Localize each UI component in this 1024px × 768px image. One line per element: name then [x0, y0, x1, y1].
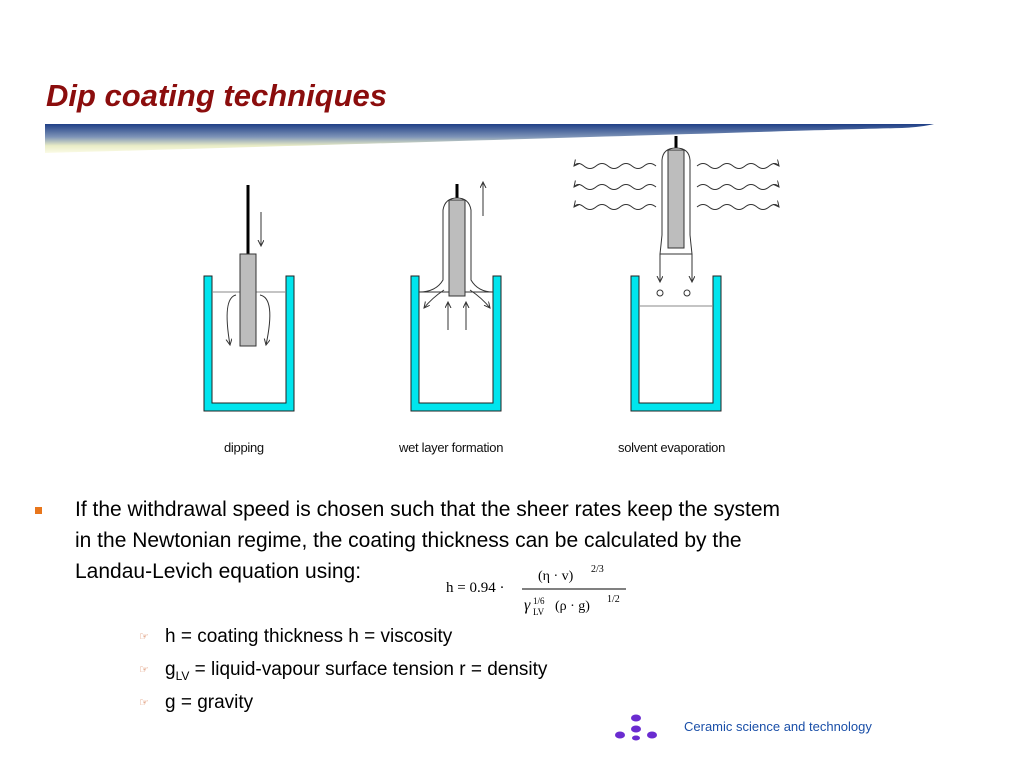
bullet-line: Landau-Levich equation using: [75, 560, 362, 583]
pointing-hand-icon: ☞ [139, 696, 149, 709]
equation-numerator: (η · v) [538, 569, 574, 584]
wet-layer-formation-panel [411, 182, 501, 411]
footer-text: Ceramic science and technology [684, 719, 872, 734]
ceramic-logo-icon [612, 714, 662, 742]
equation-denominator-exponent: 1/2 [607, 594, 620, 605]
substrate [449, 200, 465, 296]
substrate [668, 150, 684, 248]
container [631, 276, 721, 411]
equation-gamma-exponent: 1/6 [533, 596, 545, 606]
bullet-square-icon [35, 507, 42, 514]
pointing-hand-icon: ☞ [139, 663, 149, 676]
substrate [240, 254, 256, 346]
solvent-evaporation-panel [574, 136, 779, 411]
equation-gamma: γ [524, 597, 531, 614]
bullet-line: If the withdrawal speed is chosen such that the sheer rates keep the system [75, 498, 781, 521]
subitem-2: $g_{LV}$ = liquid-vapour surface tension r = density [165, 659, 548, 683]
equation-denominator: (ρ · g) [555, 599, 590, 614]
dip-coating-diagram [160, 130, 800, 430]
equation-gamma-subscript: LV [533, 607, 545, 617]
caption-solvent-evaporation: solvent evaporation [618, 440, 726, 455]
slide-title: Dip coating techniques [46, 78, 388, 113]
caption-wet-layer-formation: wet layer formation [399, 440, 504, 455]
equation-numerator-exponent: 2/3 [591, 564, 604, 575]
landau-levich-equation [444, 560, 634, 620]
subitem-3: g = gravity [165, 692, 254, 713]
pointing-hand-icon: ☞ [139, 630, 149, 643]
bullet-line: in the Newtonian regime, the coating thickness can be calculated by the [75, 529, 742, 552]
equation-lhs: h = 0.94 · [446, 580, 505, 596]
caption-dipping: dipping [224, 440, 264, 455]
dipping-panel [204, 185, 294, 411]
subitem-1: h = coating thickness h = viscosity [165, 626, 453, 647]
